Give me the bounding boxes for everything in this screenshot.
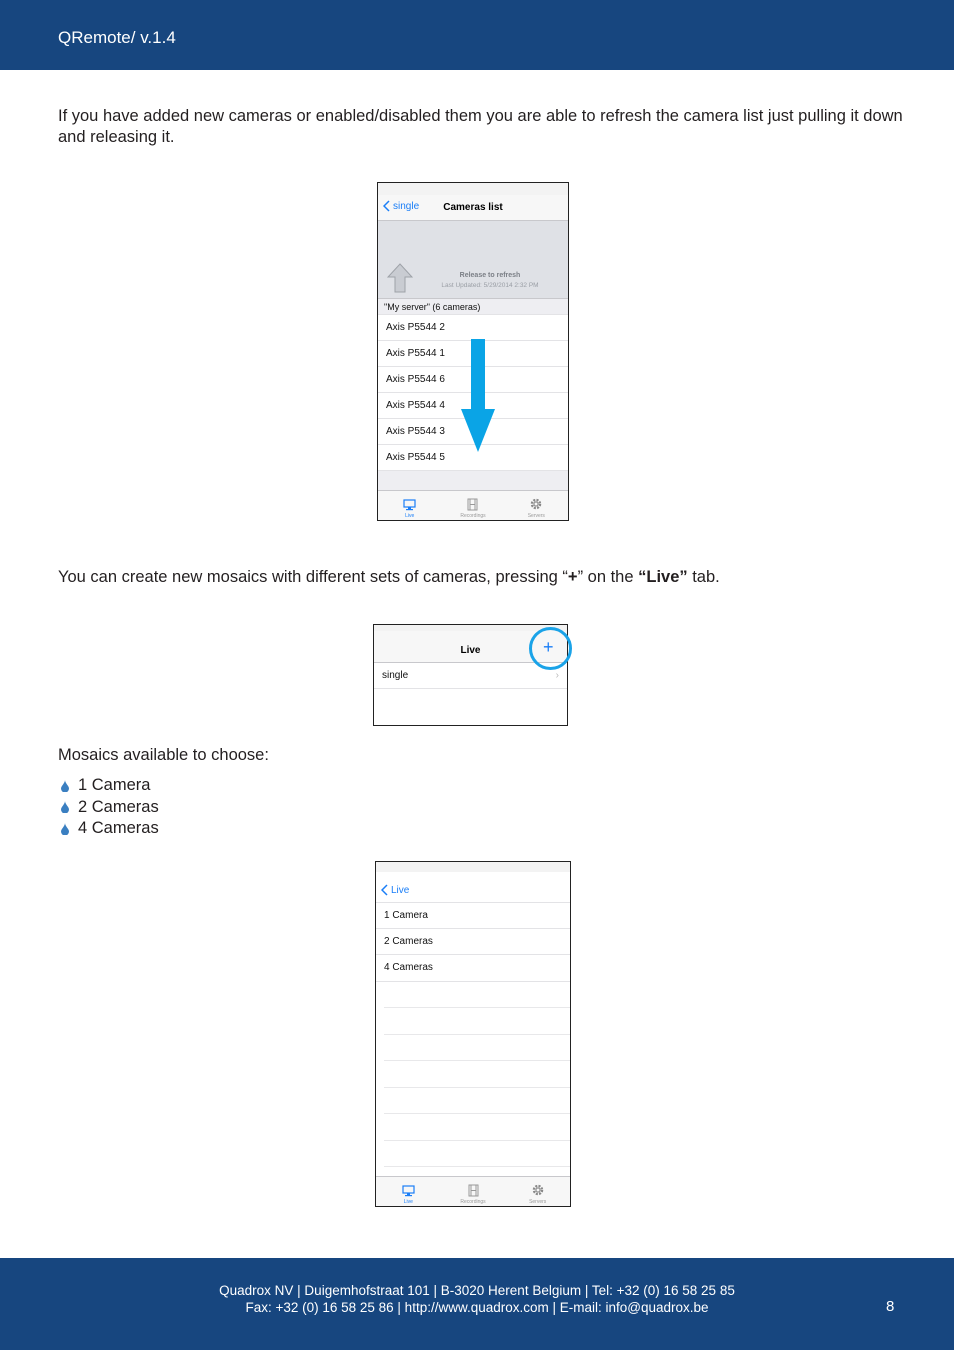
text-part: ” on the [577,568,639,586]
monitor-icon [402,1185,415,1197]
nav-bar [378,195,568,221]
footer-contact [0,1282,954,1316]
pull-down-arrow-icon [461,339,495,453]
mosaic-label: single [382,670,409,681]
tab-label: Servers [529,1199,547,1205]
empty-row [384,1141,570,1168]
empty-row [384,1061,570,1088]
tab-servers[interactable] [505,491,568,520]
tab-bar [376,1176,570,1206]
chevron-left-icon [381,884,388,896]
film-icon [468,1184,479,1197]
status-bar [376,862,570,872]
list-item [58,818,159,840]
chevron-right-icon: › [555,670,559,681]
tab-label: Live [405,513,415,519]
film-icon [467,498,478,511]
drop-bullet-icon [60,780,70,792]
server-section-header: "My server" (6 cameras) [378,299,568,315]
footer-line-address: Quadrox NV | Duigemhofstraat 101 | B-3020 Herent Belgium | Tel: +32 (0) 16 58 25 85 [219,1283,735,1298]
status-bar [378,183,568,195]
tab-recordings[interactable] [441,1177,506,1206]
back-label: Live [391,884,410,896]
list-item-label: 4 Cameras [78,819,159,837]
list-item [58,797,159,819]
nav-bar [376,872,570,902]
tab-label: Servers [527,513,545,519]
empty-row [384,1008,570,1035]
text-part: You can create new mosaics with different sets of cameras, pressing “ [58,568,568,586]
back-label: single [393,200,420,212]
camera-row[interactable]: Axis P5544 2 [378,315,568,341]
mosaic-instructions [58,567,908,588]
drop-bullet-icon [60,823,70,835]
empty-row [384,1114,570,1141]
mosaic-option-row[interactable]: 1 Camera [376,902,570,929]
plus-text: + [567,568,578,586]
gear-icon [529,497,543,511]
camera-row[interactable]: Axis P5544 6 [378,367,568,393]
camera-row[interactable]: Axis P5544 3 [378,419,568,445]
live-text: “Live” [638,568,688,586]
tab-live[interactable] [376,1177,441,1206]
monitor-icon [403,499,416,511]
mosaic-option-row[interactable]: 2 Cameras [376,929,570,956]
refresh-label: Release to refresh [459,272,521,279]
mosaic-list [58,775,159,840]
gear-icon [531,1183,545,1197]
tab-bar [378,490,568,520]
tab-label: Recordings [460,1199,486,1205]
back-button[interactable] [381,884,409,896]
list-item [58,775,159,797]
empty-row [384,1035,570,1062]
add-mosaic-button[interactable]: + [543,637,554,657]
camera-row[interactable]: Axis P5544 5 [378,445,568,471]
page-number: 8 [886,1298,895,1315]
intro-paragraph: If you have added new cameras or enabled/disabled them you are able to refresh the camera list just pulling it down and releasing it. [58,107,903,146]
screen-title: Live [460,645,481,656]
up-arrow-icon [387,263,413,293]
footer-line-contact: Fax: +32 (0) 16 58 25 86 | http://www.quadrox.com | E-mail: info@quadrox.be [245,1300,709,1315]
text-part: tab. [687,568,720,586]
empty-row [384,982,570,1009]
camera-row[interactable]: Axis P5544 4 [378,393,568,419]
mosaic-choice-screenshot [375,861,571,1207]
list-item-label: 1 Camera [78,776,151,794]
empty-row [384,1088,570,1115]
tab-recordings[interactable] [441,491,504,520]
cameras-list-screenshot [377,182,569,521]
mosaic-option-row[interactable]: 4 Cameras [376,955,570,982]
last-updated-label: Last Updated: 5/29/2014 2:32 PM [441,282,539,289]
tab-servers[interactable] [505,1177,570,1206]
mosaic-row[interactable] [374,663,567,689]
mosaics-heading: Mosaics available to choose: [58,746,269,764]
camera-row[interactable]: Axis P5544 1 [378,341,568,367]
document-title: QRemote/ v.1.4 [58,28,176,47]
list-item-label: 2 Cameras [78,797,159,816]
page-header [0,0,954,70]
screen-title: Cameras list [443,202,503,213]
page-footer [0,1258,954,1350]
tab-label: Recordings [460,513,486,519]
tab-live[interactable] [378,491,441,520]
tab-label: Live [403,1199,413,1205]
pull-to-refresh-area [378,221,568,299]
drop-bullet-icon [60,801,70,813]
